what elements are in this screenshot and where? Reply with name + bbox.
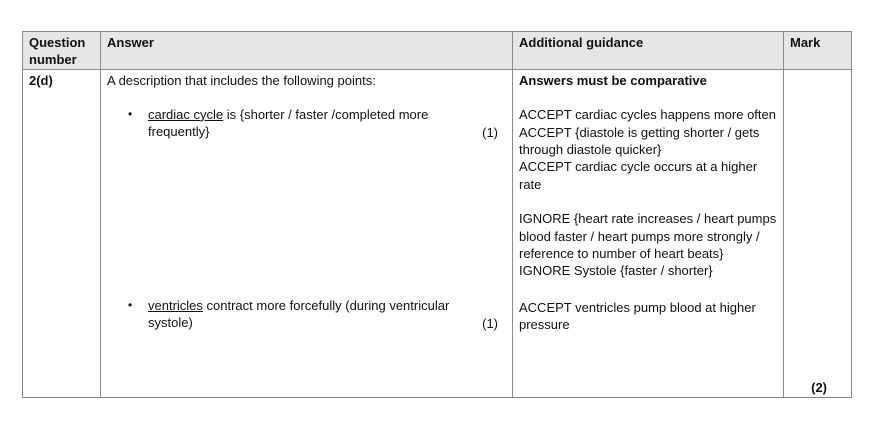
mark-scheme-table: [22, 31, 852, 398]
guidance-accept-3: ACCEPT cardiac cycle occurs at a higher rate: [519, 159, 758, 192]
answer-point-1-mark: (1): [482, 124, 498, 140]
question-number-cell: [23, 69, 101, 397]
answer-point-2: [128, 297, 454, 332]
answer-point-2-key-term: ventricles: [148, 297, 203, 313]
answer-row: [23, 69, 852, 397]
header-answer: Answer: [101, 32, 513, 70]
answer-point-2-text: contract more forcefully (during ventricular systole): [148, 297, 450, 331]
answer-point-2-mark: (1): [482, 315, 498, 331]
guidance-ignore-1: IGNORE {heart rate increases / heart pumps blood faster / heart pumps more strongly / reference to number of heart beats}: [519, 211, 777, 262]
answer-point-1: [128, 106, 454, 141]
header-question-number: Question number: [23, 32, 101, 70]
guidance-accept-1: ACCEPT cardiac cycles happens more often: [519, 107, 776, 123]
total-mark: (2): [811, 379, 827, 395]
guidance-accept-2: ACCEPT {diastole is getting shorter / gets through diastole quicker}: [519, 124, 760, 158]
guidance-accept-4: ACCEPT ventricles pump blood at higher pressure: [519, 299, 756, 333]
bullet-icon: •: [128, 297, 133, 312]
mark-cell: [784, 69, 852, 397]
bullet-icon: •: [128, 106, 133, 121]
guidance-cell: [513, 69, 784, 397]
header-mark: Mark: [784, 32, 852, 70]
header-row: [23, 32, 852, 70]
answer-cell: [101, 69, 513, 397]
header-additional-guidance: Additional guidance: [513, 32, 784, 70]
answer-point-1-text: is {shorter / faster /completed more frequently}: [148, 106, 429, 140]
answer-point-1-key-term: cardiac cycle: [148, 106, 224, 122]
guidance-heading: Answers must be comparative: [519, 72, 707, 88]
guidance-ignore-2: IGNORE Systole {faster / shorter}: [519, 263, 713, 279]
answer-intro: A description that includes the following points:: [107, 72, 376, 88]
question-number: 2(d): [29, 72, 53, 88]
